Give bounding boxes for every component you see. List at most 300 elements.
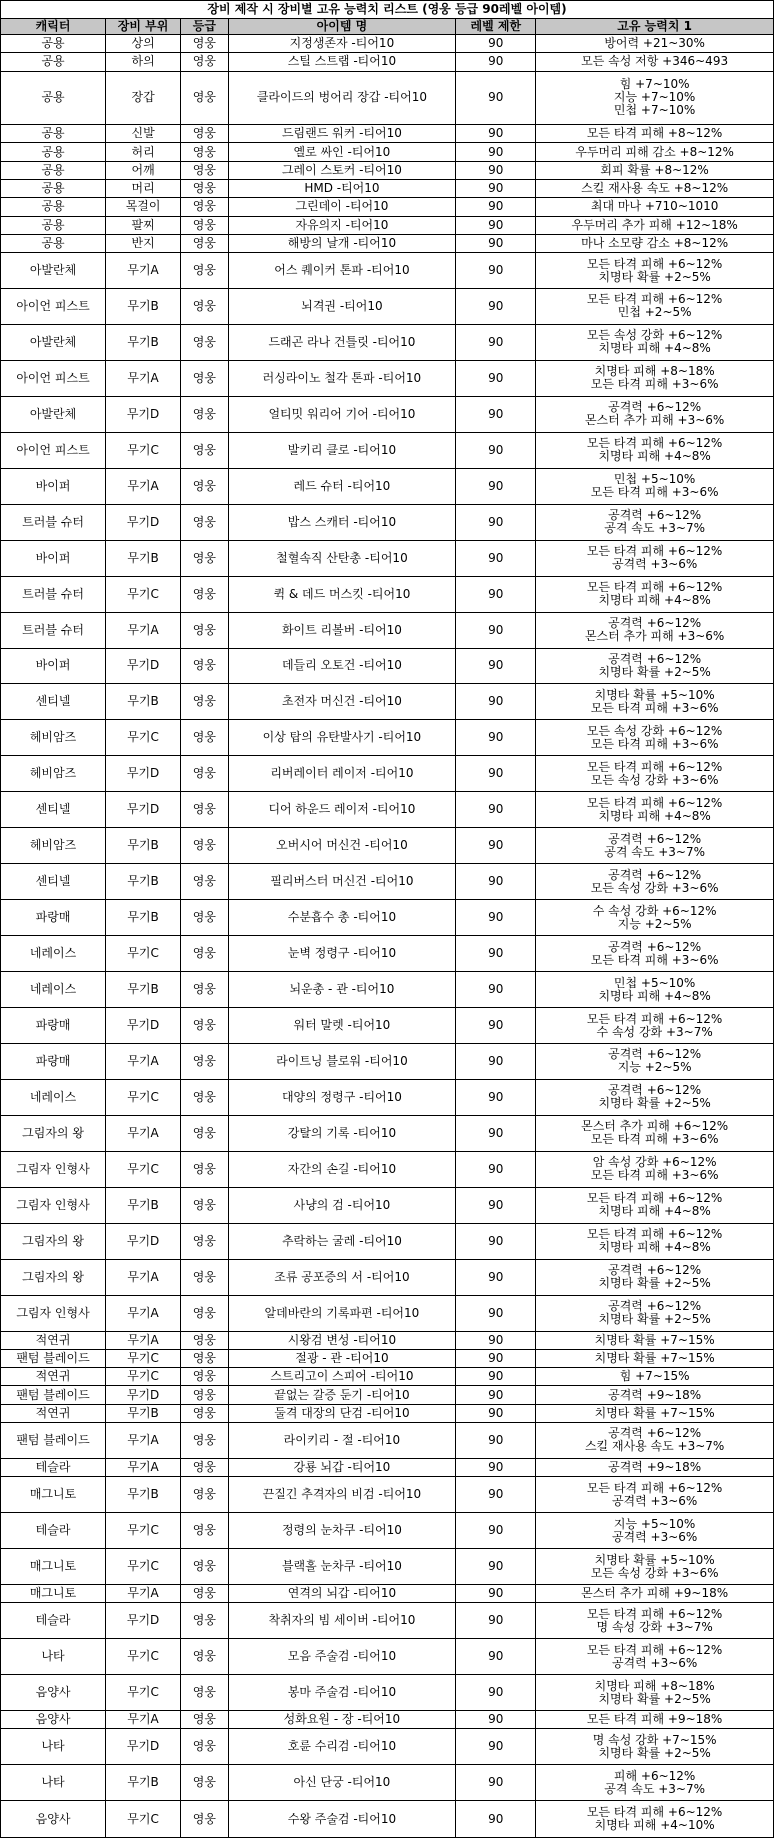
cell-character: 나타 xyxy=(1,1765,106,1801)
cell-item-name: 그린데이 -티어10 xyxy=(228,198,456,216)
table-row xyxy=(1,612,774,648)
cell-grade: 영웅 xyxy=(181,1477,229,1513)
cell-character: 음양사 xyxy=(1,1801,106,1838)
cell-character: 그림자 인형사 xyxy=(1,1295,106,1331)
cell-character: 그림자의 왕 xyxy=(1,1223,106,1259)
cell-item-name: 절광 - 관 -티어10 xyxy=(228,1349,456,1367)
table-row xyxy=(1,1711,774,1729)
header-item-name: 아이템 명 xyxy=(228,19,456,35)
ability-line: 모든 타격 피해 +3~6% xyxy=(590,1168,719,1183)
ability-line: 우두머리 추가 피해 +12~18% xyxy=(571,217,738,232)
cell-grade: 영웅 xyxy=(181,1115,229,1151)
cell-character: 바이퍼 xyxy=(1,648,106,684)
ability-line: 수 속성 강화 +3~7% xyxy=(596,1024,713,1039)
cell-abilities xyxy=(536,1259,774,1295)
cell-grade: 영웅 xyxy=(181,1801,229,1838)
cell-level-limit: 90 xyxy=(456,216,536,234)
ability-line: 지능 +7~10% xyxy=(613,90,696,105)
cell-item-name: 자간의 손길 -티어10 xyxy=(228,1151,456,1187)
cell-abilities xyxy=(536,1115,774,1151)
cell-character: 적연귀 xyxy=(1,1368,106,1386)
cell-character: 팬텀 블레이드 xyxy=(1,1386,106,1404)
cell-abilities xyxy=(536,1044,774,1080)
cell-item-name: 밥스 스캐터 -티어10 xyxy=(228,504,456,540)
cell-item-name: 아신 단궁 -티어10 xyxy=(228,1765,456,1801)
cell-slot: 무기D xyxy=(106,504,181,540)
ability-line: 모든 타격 피해 +6~12% xyxy=(586,292,723,307)
ability-line: 힘 +7~15% xyxy=(619,1369,690,1384)
ability-line: 치명타 확률 +7~15% xyxy=(594,1405,715,1420)
table-row xyxy=(1,53,774,71)
cell-abilities xyxy=(536,35,774,53)
ability-line: 회피 확률 +8~12% xyxy=(600,162,709,177)
table-row xyxy=(1,253,774,289)
cell-grade: 영웅 xyxy=(181,143,229,161)
cell-character: 아이언 피스트 xyxy=(1,432,106,468)
cell-slot: 무기B xyxy=(106,1477,181,1513)
cell-level-limit: 90 xyxy=(456,684,536,720)
ability-line: 최대 마나 +710~1010 xyxy=(590,199,719,214)
cell-item-name: 퀵 & 데드 머스킷 -티어10 xyxy=(228,576,456,612)
ability-line: 민첩 +2~5% xyxy=(617,305,692,320)
table-row xyxy=(1,900,774,936)
cell-grade: 영웅 xyxy=(181,1729,229,1765)
ability-line: 공격력 +6~12% xyxy=(608,1047,702,1062)
cell-character: 트러블 슈터 xyxy=(1,504,106,540)
cell-abilities xyxy=(536,1711,774,1729)
cell-item-name: 블랙홀 눈차쿠 -티어10 xyxy=(228,1549,456,1585)
cell-abilities xyxy=(536,234,774,252)
table-row xyxy=(1,71,774,125)
cell-abilities xyxy=(536,756,774,792)
table-row xyxy=(1,1422,774,1458)
ability-line: 공격력 +3~6% xyxy=(611,1529,698,1544)
table-row xyxy=(1,1513,774,1549)
ability-line: 민첩 +7~10% xyxy=(613,103,696,118)
table-row xyxy=(1,35,774,53)
ability-line: 스킬 재사용 속도 +8~12% xyxy=(581,181,729,196)
cell-character: 네레이스 xyxy=(1,972,106,1008)
ability-line: 치명타 확률 +2~5% xyxy=(598,1276,711,1291)
cell-item-name: 조류 공포증의 서 -티어10 xyxy=(228,1259,456,1295)
table-row xyxy=(1,1549,774,1585)
ability-line: 치명타 확률 +2~5% xyxy=(598,1691,711,1706)
cell-character: 공용 xyxy=(1,35,106,53)
cell-abilities xyxy=(536,1639,774,1675)
cell-abilities xyxy=(536,612,774,648)
ability-line: 치명타 확률 +7~15% xyxy=(594,1351,715,1366)
table-row xyxy=(1,1008,774,1044)
cell-grade: 영웅 xyxy=(181,360,229,396)
cell-item-name: 봉마 주술검 -티어10 xyxy=(228,1675,456,1711)
ability-line: 공격력 +6~12% xyxy=(608,1263,702,1278)
cell-grade: 영웅 xyxy=(181,900,229,936)
cell-slot: 하의 xyxy=(106,53,181,71)
cell-level-limit: 90 xyxy=(456,324,536,360)
ability-line: 공격력 +3~6% xyxy=(611,1655,698,1670)
cell-level-limit: 90 xyxy=(456,540,536,576)
table-row xyxy=(1,1603,774,1639)
cell-item-name: 필리버스터 머신건 -티어10 xyxy=(228,864,456,900)
ability-line: 스킬 재사용 속도 +3~7% xyxy=(584,1439,725,1454)
cell-grade: 영웅 xyxy=(181,198,229,216)
cell-grade: 영웅 xyxy=(181,253,229,289)
cell-grade: 영웅 xyxy=(181,125,229,143)
cell-slot: 신발 xyxy=(106,125,181,143)
cell-grade: 영웅 xyxy=(181,1603,229,1639)
cell-abilities xyxy=(536,1404,774,1422)
ability-line: 치명타 피해 +8~18% xyxy=(594,364,715,379)
ability-line: 명 속성 강화 +3~7% xyxy=(596,1619,713,1634)
cell-level-limit: 90 xyxy=(456,1549,536,1585)
cell-character: 팬텀 블레이드 xyxy=(1,1422,106,1458)
cell-character: 그림자의 왕 xyxy=(1,1259,106,1295)
table-row xyxy=(1,972,774,1008)
cell-level-limit: 90 xyxy=(456,360,536,396)
table-row xyxy=(1,1404,774,1422)
cell-slot: 팔찌 xyxy=(106,216,181,234)
cell-slot: 무기A xyxy=(106,1331,181,1349)
cell-grade: 영웅 xyxy=(181,1585,229,1603)
table-row xyxy=(1,1386,774,1404)
cell-item-name: 워터 말렛 -티어10 xyxy=(228,1008,456,1044)
cell-level-limit: 90 xyxy=(456,720,536,756)
table-row xyxy=(1,198,774,216)
cell-abilities xyxy=(536,936,774,972)
cell-slot: 무기A xyxy=(106,1458,181,1476)
table-row xyxy=(1,540,774,576)
ability-line: 공격 속도 +3~7% xyxy=(604,1781,706,1796)
table-row xyxy=(1,468,774,504)
cell-slot: 무기A xyxy=(106,1259,181,1295)
ability-line: 모든 타격 피해 +6~12% xyxy=(586,1191,723,1206)
cell-abilities xyxy=(536,576,774,612)
cell-grade: 영웅 xyxy=(181,504,229,540)
cell-slot: 무기B xyxy=(106,324,181,360)
cell-grade: 영웅 xyxy=(181,1187,229,1223)
cell-character: 그림자 인형사 xyxy=(1,1187,106,1223)
table-row xyxy=(1,1044,774,1080)
table-row xyxy=(1,1115,774,1151)
cell-abilities xyxy=(536,125,774,143)
table-row xyxy=(1,288,774,324)
cell-item-name: 모음 주술검 -티어10 xyxy=(228,1639,456,1675)
cell-abilities xyxy=(536,1729,774,1765)
ability-line: 명 속성 강화 +7~15% xyxy=(592,1732,717,1747)
table-row xyxy=(1,684,774,720)
table-row xyxy=(1,1477,774,1513)
cell-grade: 영웅 xyxy=(181,972,229,1008)
table-row xyxy=(1,1458,774,1476)
ability-line: 민첩 +5~10% xyxy=(613,472,696,487)
cell-slot: 무기C xyxy=(106,1675,181,1711)
cell-grade: 영웅 xyxy=(181,1368,229,1386)
table-row xyxy=(1,360,774,396)
cell-slot: 무기A xyxy=(106,468,181,504)
cell-level-limit: 90 xyxy=(456,1331,536,1349)
ability-line: 치명타 피해 +4~8% xyxy=(598,593,711,608)
cell-item-name: 연격의 뇌갑 -티어10 xyxy=(228,1585,456,1603)
ability-line: 모든 타격 피해 +6~12% xyxy=(586,436,723,451)
cell-slot: 무기C xyxy=(106,720,181,756)
ability-line: 공격력 +6~12% xyxy=(608,867,702,882)
cell-level-limit: 90 xyxy=(456,253,536,289)
ability-line: 모든 타격 피해 +6~12% xyxy=(586,256,723,271)
cell-character: 그림자 인형사 xyxy=(1,1151,106,1187)
table-row xyxy=(1,1295,774,1331)
ability-line: 지능 +2~5% xyxy=(617,1060,692,1075)
cell-level-limit: 90 xyxy=(456,612,536,648)
ability-line: 모든 속성 강화 +3~6% xyxy=(590,1565,719,1580)
cell-slot: 무기D xyxy=(106,1603,181,1639)
cell-abilities xyxy=(536,360,774,396)
ability-line: 모든 타격 피해 +6~12% xyxy=(586,759,723,774)
cell-slot: 무기D xyxy=(106,1008,181,1044)
ability-line: 몬스터 추가 피해 +3~6% xyxy=(584,413,725,428)
table-row xyxy=(1,576,774,612)
cell-level-limit: 90 xyxy=(456,71,536,125)
ability-line: 모든 타격 피해 +6~12% xyxy=(586,580,723,595)
table-row xyxy=(1,125,774,143)
cell-abilities xyxy=(536,71,774,125)
table-row xyxy=(1,1639,774,1675)
cell-character: 나타 xyxy=(1,1639,106,1675)
cell-item-name: 둘격 대장의 단검 -티어10 xyxy=(228,1404,456,1422)
cell-grade: 영웅 xyxy=(181,1513,229,1549)
cell-item-name: 정령의 눈차쿠 -티어10 xyxy=(228,1513,456,1549)
cell-abilities xyxy=(536,1675,774,1711)
cell-character: 아발란체 xyxy=(1,253,106,289)
cell-grade: 영웅 xyxy=(181,161,229,179)
cell-character: 테슬라 xyxy=(1,1458,106,1476)
cell-item-name: 수왕 주술검 -티어10 xyxy=(228,1801,456,1838)
cell-abilities xyxy=(536,504,774,540)
cell-slot: 무기C xyxy=(106,576,181,612)
cell-grade: 영웅 xyxy=(181,576,229,612)
cell-item-name: 자유의지 -티어10 xyxy=(228,216,456,234)
cell-abilities xyxy=(536,648,774,684)
cell-slot: 무기C xyxy=(106,936,181,972)
cell-abilities xyxy=(536,1603,774,1639)
ability-line: 모든 타격 피해 +6~12% xyxy=(586,1227,723,1242)
cell-grade: 영웅 xyxy=(181,1386,229,1404)
ability-line: 공격력 +6~12% xyxy=(608,939,702,954)
cell-grade: 영웅 xyxy=(181,1765,229,1801)
table-row xyxy=(1,828,774,864)
cell-abilities xyxy=(536,1585,774,1603)
cell-character: 트러블 슈터 xyxy=(1,576,106,612)
cell-level-limit: 90 xyxy=(456,864,536,900)
cell-slot: 무기A xyxy=(106,1422,181,1458)
ability-line: 치명타 확률 +2~5% xyxy=(598,1312,711,1327)
cell-item-name: 레드 슈터 -티어10 xyxy=(228,468,456,504)
ability-line: 공격력 +9~18% xyxy=(608,1387,702,1402)
ability-line: 모든 타격 피해 +3~6% xyxy=(590,952,719,967)
cell-level-limit: 90 xyxy=(456,648,536,684)
ability-line: 치명타 피해 +4~8% xyxy=(598,341,711,356)
cell-character: 헤비암즈 xyxy=(1,828,106,864)
cell-slot: 무기D xyxy=(106,1223,181,1259)
cell-item-name: 수분흡수 총 -티어10 xyxy=(228,900,456,936)
cell-slot: 무기C xyxy=(106,1513,181,1549)
table-row xyxy=(1,432,774,468)
cell-slot: 무기C xyxy=(106,1549,181,1585)
ability-line: 공격력 +6~12% xyxy=(608,1426,702,1441)
cell-level-limit: 90 xyxy=(456,1115,536,1151)
cell-character: 그림자의 왕 xyxy=(1,1115,106,1151)
ability-line: 치명타 피해 +4~10% xyxy=(594,1818,715,1833)
cell-level-limit: 90 xyxy=(456,234,536,252)
cell-item-name: 데들리 오토건 -티어10 xyxy=(228,648,456,684)
cell-abilities xyxy=(536,432,774,468)
ability-line: 치명타 확률 +7~15% xyxy=(594,1332,715,1347)
cell-level-limit: 90 xyxy=(456,161,536,179)
cell-character: 센티넬 xyxy=(1,792,106,828)
cell-character: 아이언 피스트 xyxy=(1,288,106,324)
cell-character: 트러블 슈터 xyxy=(1,612,106,648)
cell-abilities xyxy=(536,972,774,1008)
cell-level-limit: 90 xyxy=(456,1675,536,1711)
cell-level-limit: 90 xyxy=(456,1513,536,1549)
cell-character: 파랑매 xyxy=(1,900,106,936)
ability-line: 공격 속도 +3~7% xyxy=(604,844,706,859)
cell-character: 공용 xyxy=(1,216,106,234)
cell-item-name: 뇌격권 -티어10 xyxy=(228,288,456,324)
cell-slot: 무기A xyxy=(106,1115,181,1151)
ability-line: 공격력 +6~12% xyxy=(608,1299,702,1314)
table-row xyxy=(1,1368,774,1386)
cell-grade: 영웅 xyxy=(181,792,229,828)
ability-line: 모든 속성 저항 +346~493 xyxy=(581,54,729,69)
cell-slot: 무기D xyxy=(106,396,181,432)
cell-level-limit: 90 xyxy=(456,1458,536,1476)
cell-grade: 영웅 xyxy=(181,684,229,720)
header-character: 캐릭터 xyxy=(1,19,106,35)
ability-line: 몬스터 추가 피해 +9~18% xyxy=(581,1586,729,1601)
cell-item-name: 드래곤 라나 건틀릿 -티어10 xyxy=(228,324,456,360)
ability-line: 공격력 +6~12% xyxy=(608,831,702,846)
cell-item-name: 추락하는 굴레 -티어10 xyxy=(228,1223,456,1259)
cell-grade: 영웅 xyxy=(181,1008,229,1044)
cell-abilities xyxy=(536,1295,774,1331)
cell-slot: 머리 xyxy=(106,179,181,197)
ability-line: 모든 타격 피해 +3~6% xyxy=(590,485,719,500)
ability-line: 모든 타격 피해 +6~12% xyxy=(586,1480,723,1495)
cell-item-name: 오버시어 머신건 -티어10 xyxy=(228,828,456,864)
ability-line: 피해 +6~12% xyxy=(613,1768,696,1783)
cell-item-name: 얼티밋 워리어 기어 -티어10 xyxy=(228,396,456,432)
cell-item-name: 지정생존자 -티어10 xyxy=(228,35,456,53)
ability-line: 힘 +7~10% xyxy=(619,77,690,92)
cell-character: 공용 xyxy=(1,71,106,125)
cell-item-name: 그레이 스토커 -티어10 xyxy=(228,161,456,179)
cell-abilities xyxy=(536,198,774,216)
cell-grade: 영웅 xyxy=(181,1259,229,1295)
cell-character: 적연귀 xyxy=(1,1331,106,1349)
cell-abilities xyxy=(536,1549,774,1585)
cell-level-limit: 90 xyxy=(456,972,536,1008)
cell-character: 공용 xyxy=(1,53,106,71)
cell-grade: 영웅 xyxy=(181,288,229,324)
cell-abilities xyxy=(536,720,774,756)
cell-slot: 무기A xyxy=(106,612,181,648)
table-row xyxy=(1,143,774,161)
cell-grade: 영웅 xyxy=(181,1349,229,1367)
ability-line: 공격력 +6~12% xyxy=(608,400,702,415)
ability-line: 모든 타격 피해 +8~12% xyxy=(586,126,723,141)
ability-line: 모든 타격 피해 +3~6% xyxy=(590,1132,719,1147)
cell-level-limit: 90 xyxy=(456,900,536,936)
ability-line: 공격력 +6~12% xyxy=(608,651,702,666)
cell-level-limit: 90 xyxy=(456,1151,536,1187)
table-row xyxy=(1,1801,774,1838)
cell-grade: 영웅 xyxy=(181,720,229,756)
cell-slot: 무기B xyxy=(106,1404,181,1422)
cell-item-name: 라이키리 - 절 -티어10 xyxy=(228,1422,456,1458)
ability-line: 모든 속성 강화 +6~12% xyxy=(586,328,723,343)
cell-level-limit: 90 xyxy=(456,1044,536,1080)
cell-item-name: 눈벽 정령구 -티어10 xyxy=(228,936,456,972)
cell-character: 공용 xyxy=(1,179,106,197)
cell-item-name: 이상 탑의 유탄발사기 -티어10 xyxy=(228,720,456,756)
cell-item-name: 끈질긴 추격자의 비검 -티어10 xyxy=(228,1477,456,1513)
cell-character: 음양사 xyxy=(1,1675,106,1711)
ability-line: 지능 +5~10% xyxy=(613,1516,696,1531)
cell-grade: 영웅 xyxy=(181,1331,229,1349)
cell-item-name: 뇌운총 - 관 -티어10 xyxy=(228,972,456,1008)
header-grade: 등급 xyxy=(181,19,229,35)
cell-abilities xyxy=(536,1513,774,1549)
cell-character: 공용 xyxy=(1,143,106,161)
ability-line: 공격력 +6~12% xyxy=(608,508,702,523)
cell-level-limit: 90 xyxy=(456,828,536,864)
ability-line: 치명타 피해 +4~8% xyxy=(598,988,711,1003)
table-row xyxy=(1,504,774,540)
cell-level-limit: 90 xyxy=(456,1008,536,1044)
cell-grade: 영웅 xyxy=(181,1151,229,1187)
cell-slot: 무기C xyxy=(106,1079,181,1115)
ability-line: 치명타 피해 +4~8% xyxy=(598,1204,711,1219)
ability-line: 모든 타격 피해 +6~12% xyxy=(586,1606,723,1621)
cell-grade: 영웅 xyxy=(181,1079,229,1115)
cell-character: 네레이스 xyxy=(1,936,106,972)
ability-line: 모든 타격 피해 +9~18% xyxy=(586,1712,723,1727)
cell-abilities xyxy=(536,1368,774,1386)
cell-item-name: 화이트 리볼버 -티어10 xyxy=(228,612,456,648)
cell-abilities xyxy=(536,179,774,197)
cell-character: 공용 xyxy=(1,234,106,252)
cell-slot: 무기A xyxy=(106,1044,181,1080)
cell-character: 아발란체 xyxy=(1,324,106,360)
cell-slot: 반지 xyxy=(106,234,181,252)
cell-level-limit: 90 xyxy=(456,1422,536,1458)
table-row xyxy=(1,936,774,972)
cell-grade: 영웅 xyxy=(181,1458,229,1476)
ability-line: 민첩 +5~10% xyxy=(613,975,696,990)
cell-level-limit: 90 xyxy=(456,1711,536,1729)
table-row xyxy=(1,1765,774,1801)
cell-level-limit: 90 xyxy=(456,1477,536,1513)
cell-level-limit: 90 xyxy=(456,1386,536,1404)
cell-abilities xyxy=(536,1151,774,1187)
cell-grade: 영웅 xyxy=(181,1422,229,1458)
cell-item-name: 초전자 머신건 -티어10 xyxy=(228,684,456,720)
ability-line: 모든 타격 피해 +3~6% xyxy=(590,700,719,715)
table-row xyxy=(1,179,774,197)
cell-abilities xyxy=(536,324,774,360)
cell-slot: 무기A xyxy=(106,1295,181,1331)
cell-slot: 무기D xyxy=(106,1729,181,1765)
